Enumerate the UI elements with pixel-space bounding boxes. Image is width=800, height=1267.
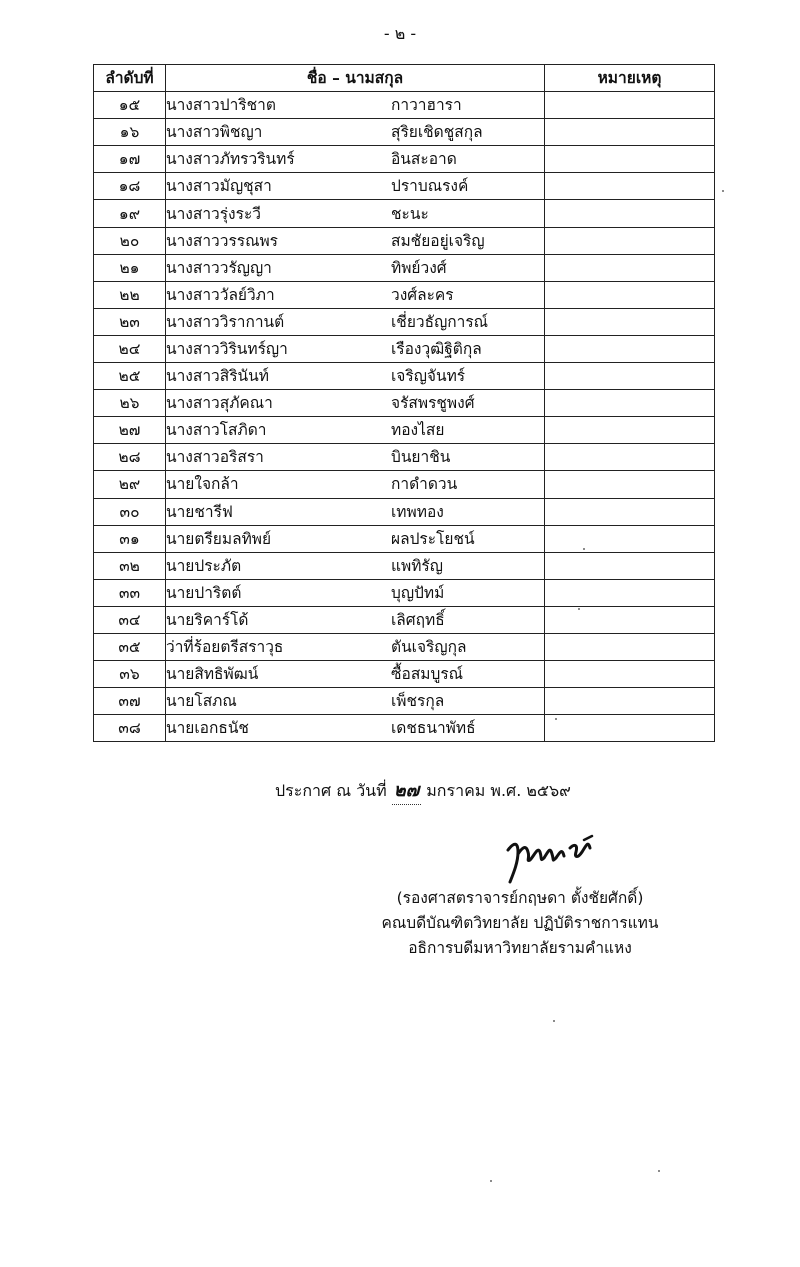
row-note — [545, 498, 715, 525]
row-last-name: สมชัยอยู่เจริญ — [391, 231, 485, 250]
row-order-number: ๒๓ — [94, 308, 166, 335]
row-note — [545, 715, 715, 742]
table-row — [94, 227, 715, 254]
row-order-number: ๑๗ — [94, 146, 166, 173]
row-full-name — [166, 92, 545, 119]
row-full-name — [166, 227, 545, 254]
row-first-name: นางสาวภัทรวรินทร์ — [166, 150, 295, 169]
row-note — [545, 254, 715, 281]
row-order-number: ๒๗ — [94, 417, 166, 444]
announcement-prefix: ประกาศ ณ วันที่ — [275, 781, 387, 800]
row-first-name: นางสาววิรินทร์ญา — [166, 339, 288, 358]
table-row — [94, 308, 715, 335]
row-last-name: บินยาชิน — [391, 448, 451, 467]
signer-block — [0, 886, 800, 961]
row-first-name: นายใจกล้า — [166, 475, 239, 494]
announcement-day: ๒๗ — [392, 775, 421, 805]
table-row — [94, 525, 715, 552]
row-last-name: แพทิรัญ — [391, 556, 443, 575]
table-row — [94, 579, 715, 606]
row-order-number: ๒๕ — [94, 363, 166, 390]
row-note — [545, 444, 715, 471]
announcement-date — [275, 775, 571, 805]
row-note — [545, 579, 715, 606]
row-last-name: ทิพย์วงศ์ — [391, 258, 447, 277]
row-full-name — [166, 254, 545, 281]
row-first-name: นางสาวปาริชาต — [166, 96, 276, 115]
row-full-name — [166, 661, 545, 688]
row-first-name: นายตรียมลทิพย์ — [166, 529, 272, 548]
row-last-name: เชี่ยวธัญการณ์ — [391, 312, 489, 331]
row-note — [545, 92, 715, 119]
signer-position: คณบดีบัณฑิตวิทยาลัย ปฏิบัติราชการแทน — [381, 914, 659, 932]
row-full-name — [166, 471, 545, 498]
row-note — [545, 552, 715, 579]
row-last-name: เจริญจันทร์ — [391, 367, 466, 386]
row-last-name: เรืองวุฒิฐิติกุล — [391, 339, 482, 358]
row-note — [545, 688, 715, 715]
table-row — [94, 390, 715, 417]
row-note — [545, 308, 715, 335]
row-note — [545, 227, 715, 254]
row-order-number: ๒๙ — [94, 471, 166, 498]
row-order-number: ๓๒ — [94, 552, 166, 579]
row-first-name: นางสาวรุ่งระวี — [166, 204, 261, 223]
row-note — [545, 525, 715, 552]
row-last-name: ตันเจริญกุล — [391, 638, 467, 657]
row-order-number: ๓๗ — [94, 688, 166, 715]
row-full-name — [166, 633, 545, 660]
row-last-name: วงศ์ละคร — [391, 285, 454, 304]
table-row — [94, 417, 715, 444]
row-note — [545, 119, 715, 146]
header-note: หมายเหตุ — [545, 65, 715, 92]
table-row — [94, 200, 715, 227]
graduate-list-table — [93, 64, 715, 742]
table-row — [94, 92, 715, 119]
row-order-number: ๒๐ — [94, 227, 166, 254]
row-last-name: เดชธนาพัทธ์ — [391, 719, 476, 738]
row-full-name — [166, 308, 545, 335]
row-note — [545, 146, 715, 173]
row-first-name: นางสาวอริสรา — [166, 448, 264, 467]
row-first-name: นายชารีฟ — [166, 502, 233, 521]
row-last-name: ทองไสย — [391, 421, 445, 440]
row-last-name: ซื้อสมบูรณ์ — [391, 665, 464, 684]
row-last-name: กาวาฮารา — [391, 96, 462, 115]
table-row — [94, 471, 715, 498]
row-full-name — [166, 173, 545, 200]
row-last-name: เทพทอง — [391, 502, 444, 521]
handwritten-signature — [500, 828, 630, 888]
row-order-number: ๒๖ — [94, 390, 166, 417]
page-number: - ๒ - — [383, 24, 417, 43]
table-row — [94, 633, 715, 660]
row-order-number: ๓๑ — [94, 525, 166, 552]
table-row — [94, 281, 715, 308]
row-first-name: นายโสภณ — [166, 692, 237, 711]
table-row — [94, 254, 715, 281]
table-row — [94, 661, 715, 688]
row-full-name — [166, 688, 545, 715]
row-order-number: ๓๓ — [94, 579, 166, 606]
row-note — [545, 606, 715, 633]
row-full-name — [166, 119, 545, 146]
row-first-name: นางสาววรัญญา — [166, 258, 272, 277]
table-row — [94, 498, 715, 525]
row-last-name: กาดำดวน — [391, 475, 458, 494]
row-order-number: ๓๘ — [94, 715, 166, 742]
row-order-number: ๒๑ — [94, 254, 166, 281]
row-last-name: บุญปัทม์ — [391, 583, 445, 602]
table-row — [94, 173, 715, 200]
row-full-name — [166, 200, 545, 227]
row-order-number: ๒๒ — [94, 281, 166, 308]
row-note — [545, 281, 715, 308]
row-note — [545, 363, 715, 390]
row-full-name — [166, 146, 545, 173]
table-row — [94, 715, 715, 742]
row-last-name: อินสะอาด — [391, 150, 457, 169]
row-order-number: ๑๘ — [94, 173, 166, 200]
row-note — [545, 173, 715, 200]
row-first-name: นางสาวโสภิดา — [166, 421, 267, 440]
table-row — [94, 688, 715, 715]
row-note — [545, 471, 715, 498]
row-note — [545, 200, 715, 227]
table-body — [94, 92, 715, 742]
row-last-name: ชะนะ — [391, 204, 429, 223]
table-row — [94, 552, 715, 579]
row-full-name — [166, 281, 545, 308]
table-row — [94, 444, 715, 471]
row-last-name: เลิศฤทธิ์ — [391, 610, 445, 629]
row-first-name: นางสาวพิชญา — [166, 123, 263, 142]
row-full-name — [166, 715, 545, 742]
row-first-name: นายปาริตต์ — [166, 583, 242, 602]
table-row — [94, 146, 715, 173]
row-last-name: ผลประโยชน์ — [391, 529, 475, 548]
row-full-name — [166, 417, 545, 444]
row-full-name — [166, 335, 545, 362]
row-first-name: ว่าที่ร้อยตรีสราวุธ — [166, 638, 284, 657]
row-last-name: สุริยเชิดชูสกุล — [391, 123, 483, 142]
row-order-number: ๑๖ — [94, 119, 166, 146]
table-row — [94, 606, 715, 633]
row-order-number: ๓๐ — [94, 498, 166, 525]
row-order-number: ๓๖ — [94, 661, 166, 688]
row-note — [545, 633, 715, 660]
row-first-name: นางสาวสุภัคณา — [166, 394, 273, 413]
row-first-name: นายสิทธิพัฒน์ — [166, 665, 259, 684]
row-note — [545, 661, 715, 688]
row-note — [545, 417, 715, 444]
table-header-row — [94, 65, 715, 92]
header-order: ลำดับที่ — [94, 65, 166, 92]
row-last-name: จรัสพรชูพงศ์ — [391, 394, 475, 413]
row-full-name — [166, 525, 545, 552]
row-full-name — [166, 498, 545, 525]
row-first-name: นายประภัต — [166, 556, 242, 575]
row-order-number: ๑๕ — [94, 92, 166, 119]
header-name: ชื่อ – นามสกุล — [166, 65, 545, 92]
table-row — [94, 363, 715, 390]
row-first-name: นางสาววัลย์วิภา — [166, 285, 275, 304]
row-first-name: นายเอกธนัช — [166, 719, 249, 738]
row-last-name: ปราบณรงค์ — [391, 177, 469, 196]
row-last-name: เพ็ชรกุล — [391, 692, 445, 711]
row-full-name — [166, 579, 545, 606]
row-full-name — [166, 444, 545, 471]
row-full-name — [166, 390, 545, 417]
table-row — [94, 335, 715, 362]
signer-organization: อธิการบดีมหาวิทยาลัยรามคำแหง — [408, 939, 632, 957]
row-order-number: ๒๔ — [94, 335, 166, 362]
row-order-number: ๒๘ — [94, 444, 166, 471]
row-order-number: ๓๔ — [94, 606, 166, 633]
row-first-name: นางสาววรรณพร — [166, 231, 279, 250]
row-first-name: นางสาววิรากานต์ — [166, 312, 285, 331]
row-order-number: ๓๕ — [94, 633, 166, 660]
table-row — [94, 119, 715, 146]
row-note — [545, 335, 715, 362]
signer-name: (รองศาสตราจารย์กฤษดา ตั้งชัยศักดิ์) — [396, 889, 644, 907]
row-full-name — [166, 606, 545, 633]
row-first-name: นางสาวสิรินันท์ — [166, 367, 269, 386]
announcement-suffix: มกราคม พ.ศ. ๒๕๖๙ — [426, 781, 571, 800]
row-first-name: นายริคาร์โด้ — [166, 610, 249, 629]
row-order-number: ๑๙ — [94, 200, 166, 227]
row-full-name — [166, 363, 545, 390]
row-note — [545, 390, 715, 417]
row-full-name — [166, 552, 545, 579]
row-first-name: นางสาวมัญชุสา — [166, 177, 272, 196]
